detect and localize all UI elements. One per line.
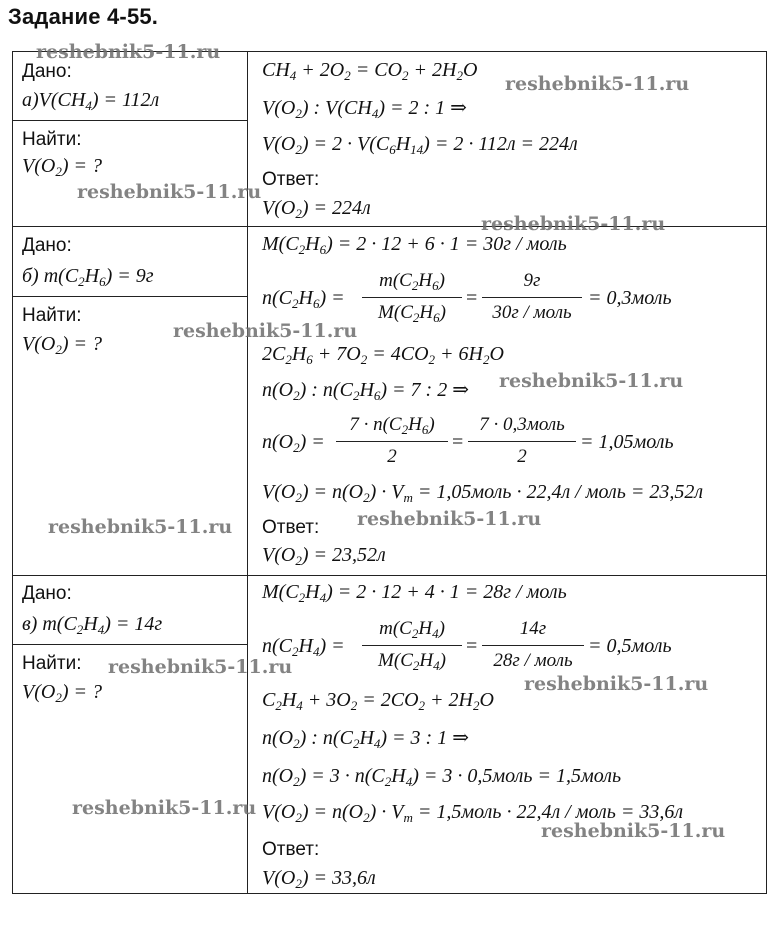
mole-ratio-c: $n(O_2)$ : $n(C_2H_4) = 3$ : 1 ⇒: [262, 727, 469, 751]
watermark: reshebnik5-11.ru: [541, 820, 726, 842]
reaction-equation-a: $CH_4 + 2O_2 = CO_2 + 2H_2O$: [262, 59, 478, 83]
moles-den1-b: $M(C_2H_6)$: [378, 302, 446, 325]
watermark: reshebnik5-11.ru: [481, 213, 666, 235]
answer-label-c: Ответ:: [262, 839, 320, 860]
answer-value-a: $V(O_2) = 224л$: [262, 197, 371, 221]
moles-fraction-bar2-b: [482, 297, 582, 298]
moles-result-b: = 0,3моль: [588, 287, 672, 309]
given-value-c: в) $m(C_2H_4) = 14г$: [22, 613, 163, 637]
moles-fraction-bar1-c: [362, 645, 462, 646]
watermark: reshebnik5-11.ru: [499, 370, 684, 392]
reaction-equation-b: $2C_2H_6 + 7O_2 = 4CO_2 + 6H_2O$: [262, 343, 504, 367]
given-find-divider-b: [12, 296, 247, 297]
row-divider-2: [12, 575, 767, 576]
watermark: reshebnik5-11.ru: [72, 797, 257, 819]
answer-label-b: Ответ:: [262, 517, 320, 538]
oxygen-moles-num2-b: 7 · 0,3моль: [479, 414, 565, 435]
oxygen-moles-bar2-b: [468, 441, 576, 442]
molar-mass-c: $M(C_2H_4) = 2 \cdot 12 + 4 \cdot 1 = 28г$ / моль: [262, 581, 567, 605]
moles-num1-c: $m(C_2H_4)$: [379, 618, 445, 641]
find-label-a: Найти:: [22, 129, 82, 150]
watermark: reshebnik5-11.ru: [36, 41, 221, 63]
moles-den1-c: $M(C_2H_4)$: [378, 650, 446, 673]
oxygen-moles-den2-b: 2: [517, 446, 527, 467]
given-label-b: Дано:: [22, 235, 72, 256]
given-find-divider-c: [12, 644, 247, 645]
find-value-a: $V(O_2)$ = ?: [22, 155, 102, 179]
mole-ratio-b: $n(O_2)$ : $n(C_2H_6) = 7$ : 2 ⇒: [262, 379, 469, 403]
watermark: reshebnik5-11.ru: [505, 73, 690, 95]
volume-calc-c: $V(O_2) = n(O_2) \cdot V_m$ = 1,5моль · 22,4л / моль = 33,6л: [262, 801, 684, 825]
reaction-equation-c: $C_2H_4 + 3O_2 = 2CO_2 + 2H_2O$: [262, 689, 494, 713]
volume-ratio-a: $V(O_2)$ : $V(CH_4) = 2$ : 1 ⇒: [262, 97, 467, 121]
column-divider: [247, 51, 248, 894]
oxygen-moles-result-b: = 1,05моль: [580, 431, 674, 453]
table-border-right: [766, 51, 767, 894]
molar-mass-b: $M(C_2H_6) = 2 \cdot 12 + 6 \cdot 1 = 30г$ / моль: [262, 233, 567, 257]
moles-den2-c: 28г / моль: [493, 650, 573, 671]
given-value-b: б) $m(C_2H_6) = 9г$: [22, 265, 154, 289]
moles-lhs-c: $n(C_2H_4)$ =: [262, 635, 345, 659]
moles-den2-b: 30г / моль: [492, 302, 572, 323]
given-find-divider-a: [12, 120, 247, 121]
moles-num2-b: 9г: [523, 270, 541, 291]
watermark: reshebnik5-11.ru: [524, 673, 709, 695]
watermark: reshebnik5-11.ru: [357, 508, 542, 530]
answer-value-b: $V(O_2) = 23,52л$: [262, 544, 386, 568]
oxygen-moles-bar1-b: [336, 441, 448, 442]
find-label-b: Найти:: [22, 305, 82, 326]
volume-calc-b: $V(O_2) = n(O_2) \cdot V_m$ = 1,05моль · 22,4л / моль = 23,52л: [262, 481, 704, 505]
volume-calc-a: $V(O_2) = 2 \cdot V(C_6H_{14}) = 2 \cdot 112л = 224л$: [262, 133, 578, 157]
find-label-c: Найти:: [22, 653, 82, 674]
moles-num1-b: $m(C_2H_6)$: [379, 270, 445, 293]
find-value-b: $V(O_2)$ = ?: [22, 333, 102, 357]
find-value-c: $V(O_2)$ = ?: [22, 681, 102, 705]
answer-value-c: $V(O_2) = 33,6л$: [262, 867, 376, 891]
watermark: reshebnik5-11.ru: [48, 516, 233, 538]
equals-sign: =: [452, 431, 464, 453]
oxygen-moles-den1-b: 2: [387, 446, 397, 467]
watermark: reshebnik5-11.ru: [173, 320, 358, 342]
oxygen-moles-num1-b: $7 \cdot n(C_2H_6)$: [349, 414, 435, 437]
watermark: reshebnik5-11.ru: [108, 656, 293, 678]
moles-fraction-bar1-b: [362, 297, 462, 298]
moles-fraction-bar2-c: [482, 645, 584, 646]
equals-sign: =: [466, 635, 478, 657]
moles-num2-c: 14г: [519, 618, 547, 639]
task-title: Задание 4-55.: [8, 4, 159, 29]
oxygen-moles-lhs-b: $n(O_2)$ =: [262, 431, 325, 455]
table-border-left: [12, 51, 13, 894]
given-label-c: Дано:: [22, 583, 72, 604]
equals-sign: =: [466, 287, 478, 309]
answer-label-a: Ответ:: [262, 169, 320, 190]
given-label-a: Дано:: [22, 61, 72, 82]
oxygen-moles-c: $n(O_2) = 3 \cdot n(C_2H_4) = 3$ · 0,5моль = 1,5моль: [262, 765, 622, 789]
moles-result-c: = 0,5моль: [588, 635, 672, 657]
watermark: reshebnik5-11.ru: [77, 181, 262, 203]
given-value-a: $а)V(CH_4) = 112л$: [22, 89, 160, 113]
table-border-bottom: [12, 893, 767, 894]
moles-lhs-b: $n(C_2H_6)$ =: [262, 287, 345, 311]
